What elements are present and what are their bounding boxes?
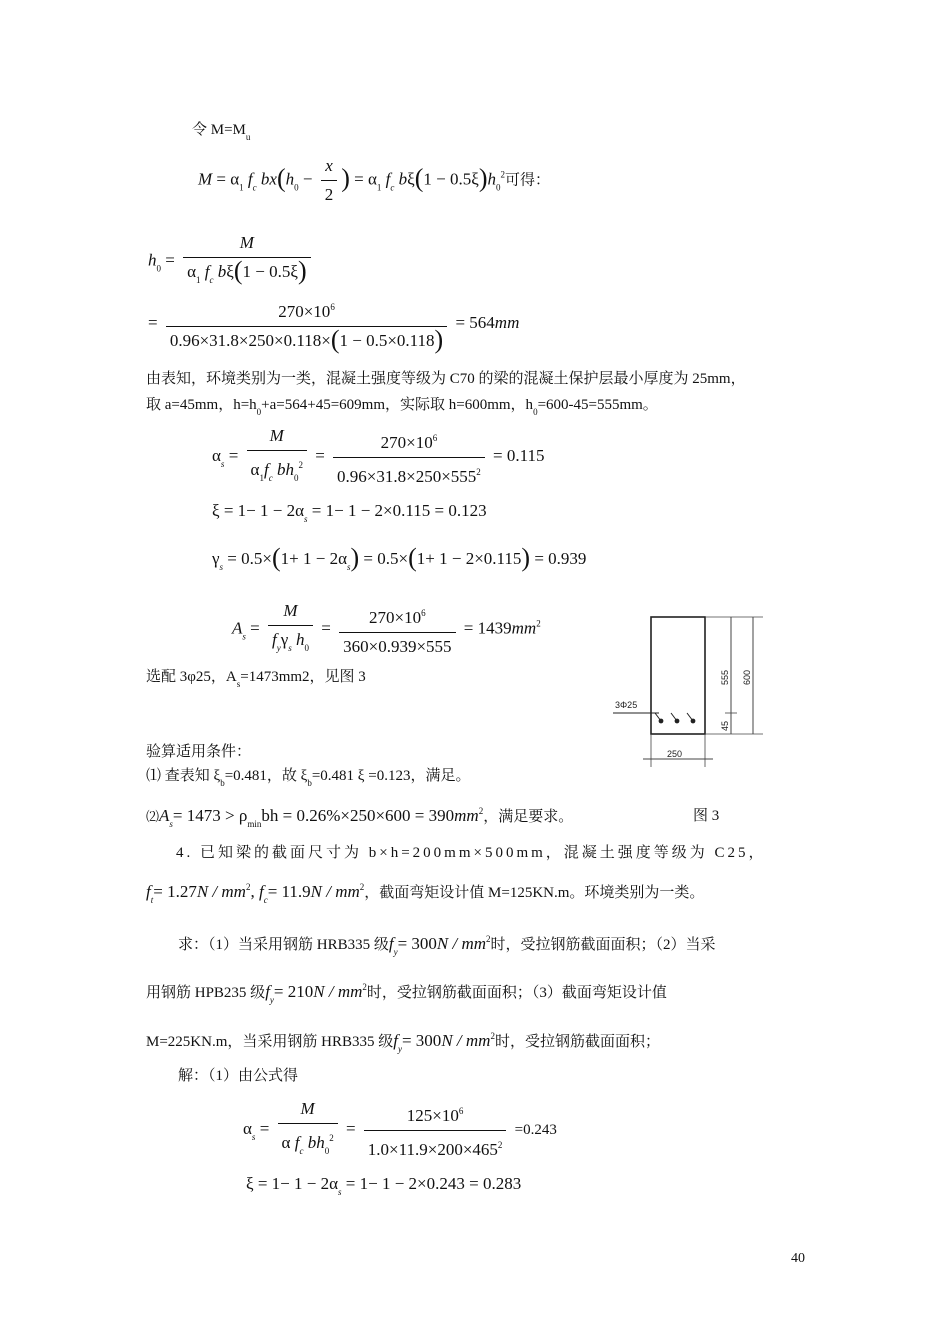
text-line-solution: 解：（1）由公式得 — [178, 1068, 299, 1084]
text-line-selection: 选配 3φ25，$A_s=1473mm2$，见图 3 — [146, 669, 366, 689]
text-line-ask-3: M=225KN.m，当采用钢筋 HRB335 级$f_y= 300N / mm^2$时，受拉钢筋截面面积； — [146, 1031, 660, 1054]
equation-h0-value: = $\frac{270\times 10^6}{0.96\times 31.8\times 250\times 0.118\times(1 - 0.5\times 0.118)}$ = 564mm — [148, 296, 519, 352]
equation-gamma-s: $\gamma_s = 0.5\times(1+ 1 - 2\alpha_s) = 0.5\times(1+ 1 - 2\times 0.115) = 0.939$ — [212, 543, 587, 572]
dim-600: 600 — [742, 669, 752, 685]
equation-As: $A_s$ = $\frac{M}{f_y\gamma_s h_0}$ = $\frac{270\times 10^6}{360\times 0.939\times 555}$ = $1439mm^2$ — [232, 601, 541, 656]
figure-3-beam-section — [603, 587, 786, 777]
text-line-check-1: ⑴ 查表知 $\xi_b=0.481$，故 $\xi_b=0.481$ ξ =0.123，满足。 — [146, 768, 471, 788]
equation-xi-2: $\xi = 1- 1 - 2\alpha_s = 1- 1 - 2\times 0.243 = 0.283$ — [246, 1174, 522, 1197]
beam-section-drawing — [603, 587, 786, 777]
text-line-h: 取 a=45mm，$h=h_0+a=564+45=609mm$，实际取 h=600mm，$h_0=600-45=555mm$。 — [146, 397, 658, 417]
text-line-problem-4: 4. 已知梁的截面尺寸为 b×h=200mm×500mm，混凝土强度等级为 C25， — [176, 845, 767, 861]
equation-moment: $M = \alpha_1$ $f_c$ $bx(h_0$ − $\frac{x}{2}$ ) = $\alpha_1$ $f_c$ $b\xi(1 - 0.5\xi)h_0^2$可得： — [198, 156, 550, 204]
equation-alpha-s-2: $\alpha_s$ = $\frac{M}{\alpha f_c bh_0^2}$ = $\frac{125\times 10^6}{1.0\times 11.9\times 200\times 465^2}$ =0.243 — [243, 1099, 557, 1159]
text-line-check-title: 验算适用条件： — [146, 744, 252, 760]
figure-3-label: 图 3 — [693, 808, 720, 824]
equation-check-2: $⑵A_s= 1473 > \rho_{min}bh = 0.26\%\times 250\times 600 = 390mm^2$，满足要求。 — [146, 806, 574, 829]
text-line-cover: 由表知，环境类别为一类，混凝土强度等级为 C70 的梁的混凝土保护层最小厚度为 25mm， — [146, 371, 746, 387]
dim-250: 250 — [667, 749, 683, 759]
text-line-1: 令 $M=M_u$ — [192, 122, 251, 142]
text-line-ask-1: 求：（1）当采用钢筋 HRB335 级$f_y= 300N / mm^2$时，受拉钢筋截面面积；（2）当采 — [178, 934, 716, 957]
equation-ft-fc: $f_t= 1.27N / mm^2$, $f_c= 11.9N / mm^2$，截面弯矩设计值 M=125KN.m。环境类别为一类。 — [146, 882, 705, 905]
text-line-ask-2: 用钢筋 HPB235 级$f_y= 210N / mm^2$时，受拉钢筋截面面积；（3）截面弯矩设计值 — [146, 982, 667, 1005]
dim-45: 45 — [720, 720, 730, 731]
equation-h0-formula: $h_0$ = $\frac{M}{\alpha_1 f_c b\xi(1 - 0.5\xi)}$ — [148, 232, 315, 291]
equation-xi: $\xi = 1- 1 - 2\alpha_s = 1- 1 - 2\times 0.115 = 0.123$ — [212, 501, 487, 524]
page-number: 40 — [791, 1251, 805, 1266]
dim-555: 555 — [720, 669, 730, 685]
rebar-label: 3Φ25 — [615, 700, 638, 710]
equation-alpha-s: $\alpha_s$ = $\frac{M}{\alpha_1f_c bh_0^2}$ = $\frac{270\times 10^6}{0.96\times 31.8\times 250\times 555^2}$ = 0.115 — [212, 426, 545, 486]
